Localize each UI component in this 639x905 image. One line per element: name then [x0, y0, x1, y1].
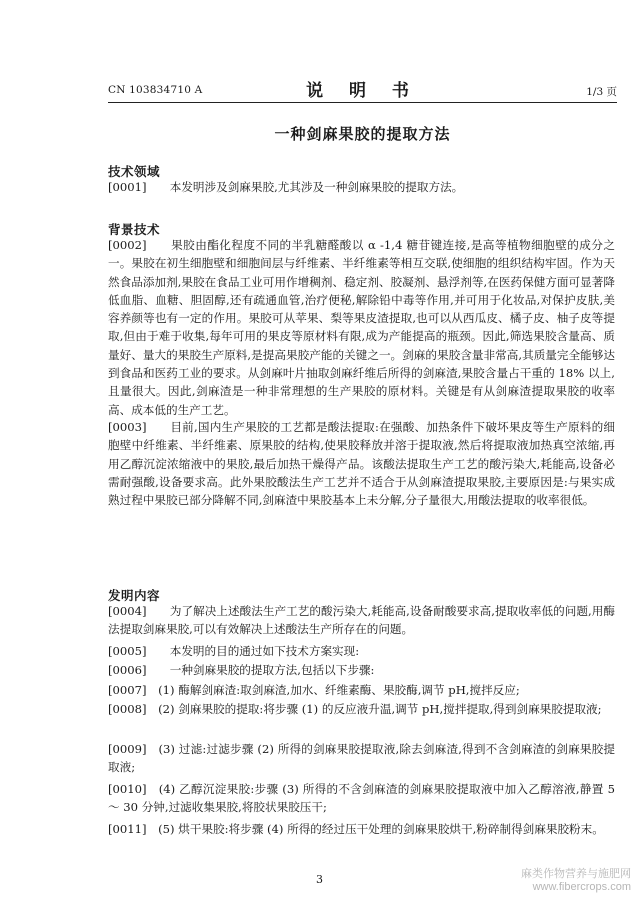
page-number: 3: [316, 873, 323, 886]
paragraph-0003: [0003] 目前,国内生产果胶的工艺都是酸法提取:在强酸、加热条件下破坏果皮等生产原料的细胞壁中纤维素、半纤维素、原果胶的结构,使果胶释放并溶于提取液,然后将提取液加热真空浓缩,再用乙醇沉淀浓缩液中的果胶,最后加热干燥得产品。该酸法提取生产工艺的酸污染大,耗能高,设备必需耐强酸,设备要求高。此外果胶酸法生产工艺并不适合于从剑麻渣提取果胶,主要原因是:与果实成熟过程中果胶已部分降解不同,剑麻渣中果胶基本上未分解,分子量很大,用酸法提取的收率很低。: [108, 420, 615, 508]
section-heading-invention: 发明内容: [108, 588, 161, 603]
paragraph-0008: [0008] (2) 剑麻果胶的提取:将步骤 (1) 的反应液升温,调节 pH,搅拌提取,得到剑麻果胶提取液;: [108, 702, 602, 716]
site-watermark: [521, 868, 631, 894]
section-heading-tech-field: 技术领域: [108, 164, 161, 179]
patent-number: CN 103834710 A: [108, 84, 203, 96]
paragraph-0004: [0004] 为了解决上述酸法生产工艺的酸污染大,耗能高,设备耐酸要求高,提取收率低的问题,用酶法提取剑麻果胶,可以有效解决上述酸法生产所存在的问题。: [108, 604, 615, 637]
watermark-url: www.fibercrops.com: [532, 881, 631, 893]
paragraph-0006: [0006] 一种剑麻果胶的提取方法,包括以下步骤:: [108, 663, 375, 677]
document-title: 一种剑麻果胶的提取方法: [274, 125, 451, 143]
paragraph-0005: [0005] 本发明的目的通过如下技术方案实现:: [108, 644, 360, 658]
paragraph-0010: [0010] (4) 乙醇沉淀果胶:步骤 (3) 所得的不含剑麻渣的剑麻果胶提取液中加入乙醇溶液,静置 5 ～ 30 分钟,过滤收集果胶,将胶状果胶压干;: [108, 782, 615, 815]
paragraph-0002: [0002] 果胶由酯化程度不同的半乳糖醛酸以 α -1,4 糖苷键连接,是高等植物细胞壁的成分之一。果胶在初生细胞壁和细胞间层与纤维素、半纤维素等相互交联,使细胞的组织结构牢固。作为天然食品添加剂,果胶在食品工业可用作增稠剂、稳定剂、胶凝剂、悬浮剂等,在医药保健方面可显著降低血脂、血糖、胆固醇,还有疏通血管,治疗便秘,解除铅中毒等作用,并可用于化妆品,对保护皮肤,美容养颜等也有一定的作用。果胶可从苹果、梨等果皮渣提取,也可以从西瓜皮、橘子皮、柚子皮等提取,但由于难于收集,每年可用的果皮等原材料有限,成为产能提高的瓶颈。因此,筛选果胶含量高、质量好、量大的果胶生产原料,是提高果胶产能的关键之一。剑麻的果胶含量非常高,其质量完全能够达到食品和医药工业的要求。从剑麻叶片抽取剑麻纤维后所得的剑麻渣,果胶含量占干重的 18% 以上,且量很大。因此,剑麻渣是一种非常理想的生产果胶的原材料。关键是有从剑麻渣提取果胶的收率高、成本低的生产工艺。: [108, 238, 615, 417]
section-heading-background: 背景技术: [108, 222, 161, 237]
page-indicator: 1/3 页: [586, 86, 617, 98]
paragraph-0011: [0011] (5) 烘干果胶:将步骤 (4) 所得的经过压干处理的剑麻果胶烘干,粉碎制得剑麻果胶粉末。: [108, 822, 604, 836]
paragraph-0009: [0009] (3) 过滤:过滤步骤 (2) 所得的剑麻果胶提取液,除去剑麻渣,得到不含剑麻渣的剑麻果胶提取液;: [108, 742, 615, 775]
paragraph-0007: [0007] (1) 酶解剑麻渣:取剑麻渣,加水、纤维素酶、果胶酶,调节 pH,搅拌反应;: [108, 683, 520, 697]
page-header: [108, 76, 617, 103]
paragraph-0001: [0001] 本发明涉及剑麻果胶,尤其涉及一种剑麻果胶的提取方法。: [108, 180, 464, 194]
watermark-site-name: 麻类作物营养与施肥网: [521, 868, 631, 880]
document-type: 说 明 书: [306, 81, 419, 101]
